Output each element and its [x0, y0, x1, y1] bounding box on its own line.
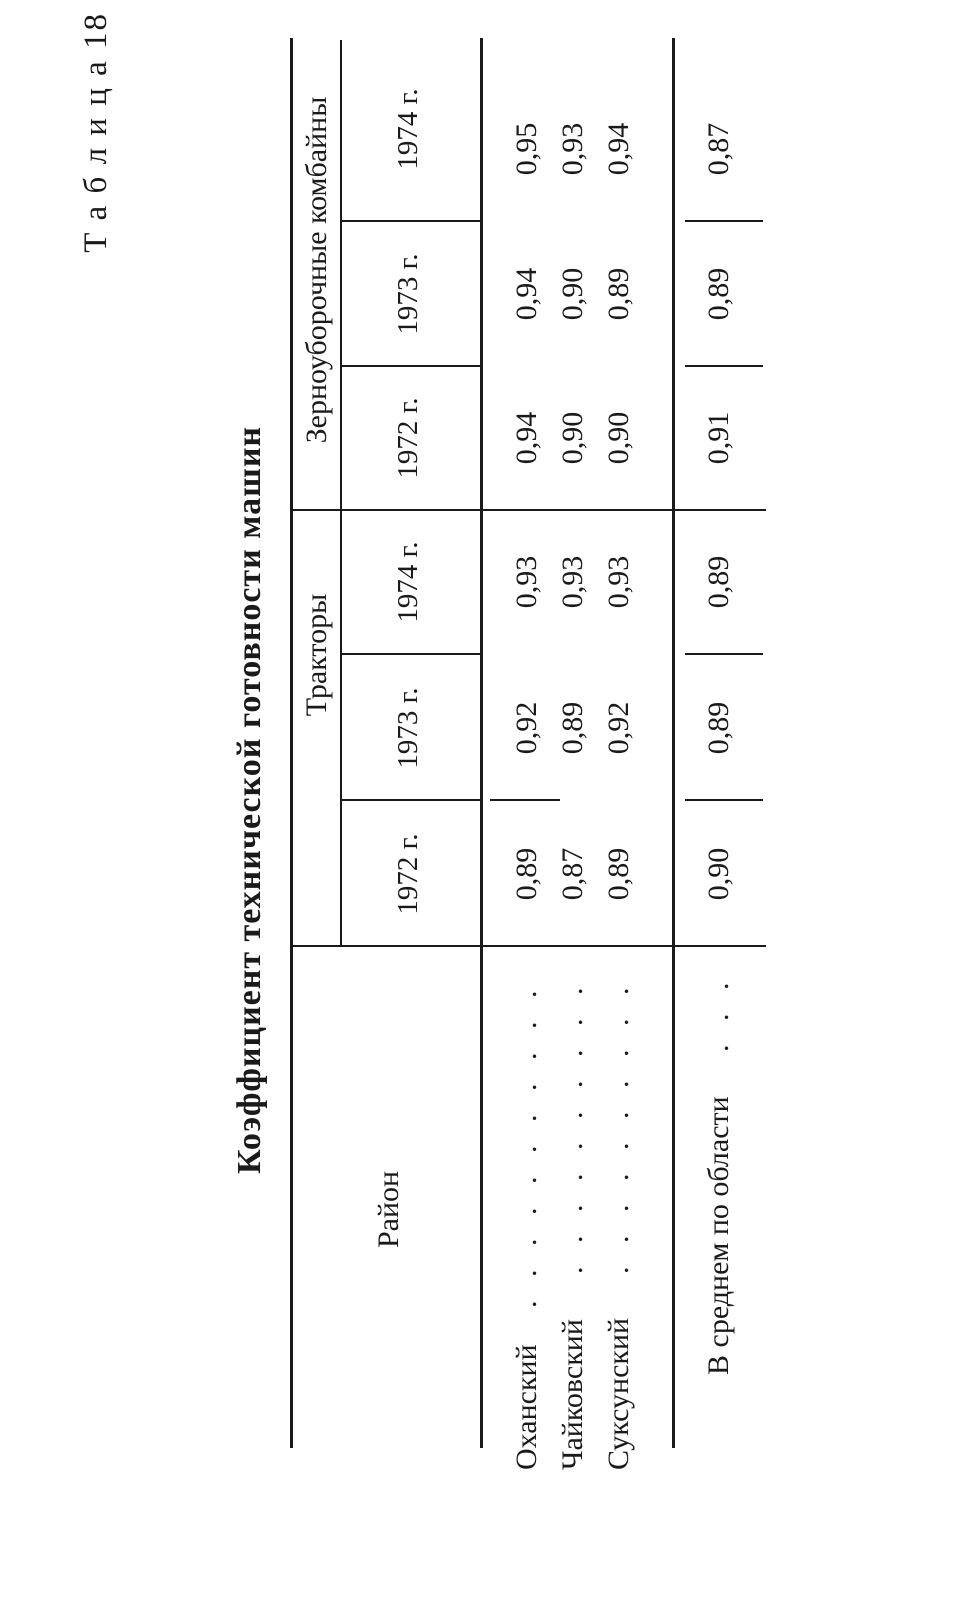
table-cell: 0,95 — [510, 122, 543, 176]
table-cell: 0,89 — [510, 847, 543, 901]
summary-cell: 0,91 — [702, 411, 735, 465]
group-header-combines: Зерноуборочные комбайны — [300, 96, 333, 444]
table-cell: 0,93 — [556, 555, 589, 609]
leader-dots: . . . — [702, 974, 735, 1052]
summary-cell: 0,90 — [702, 847, 735, 901]
year-header: 1973 г. — [392, 687, 424, 769]
table-cell: 0,93 — [556, 122, 589, 176]
row-label: Оханский — [510, 1344, 543, 1470]
table-cell: 0,92 — [602, 701, 635, 755]
summary-cell: 0,89 — [702, 267, 735, 321]
table-cell: 0,94 — [602, 122, 635, 176]
group-header-tractors: Тракторы — [300, 593, 333, 717]
leader-dots: . . . . . . . . . . — [602, 979, 635, 1274]
table-cell: 0,90 — [556, 267, 589, 321]
header-bottom-rule — [480, 38, 483, 1448]
table-cell: 0,90 — [556, 411, 589, 465]
table-cell: 0,89 — [602, 847, 635, 901]
summary-cell: 0,89 — [702, 701, 735, 755]
table-cell: 0,92 — [510, 701, 543, 755]
group-underline — [340, 40, 342, 947]
table-cell: 0,93 — [602, 555, 635, 609]
leader-dots: . . . . . . . . . . . — [510, 982, 543, 1308]
year-header: 1973 г. — [392, 253, 424, 335]
table-number: Т а б л и ц а 18 — [78, 12, 114, 253]
table-cell: 0,87 — [556, 847, 589, 901]
top-rule — [290, 38, 293, 1448]
table-cell: 0,94 — [510, 267, 543, 321]
table-title: Коэффициент технической готовности машин — [231, 425, 268, 1175]
district-header: Район — [372, 1170, 405, 1248]
year-header: 1972 г. — [392, 833, 424, 915]
summary-label: В среднем по области — [702, 1096, 735, 1375]
year-header: 1972 г. — [392, 397, 424, 479]
summary-top-rule — [672, 38, 675, 1448]
row-label: Суксунский — [602, 1317, 635, 1470]
table-cell: 0,90 — [602, 411, 635, 465]
year-header: 1974 г. — [392, 88, 424, 170]
row-label: Чайковский — [556, 1319, 589, 1470]
summary-cell: 0,87 — [702, 122, 735, 176]
year-header: 1974 г. — [392, 541, 424, 623]
table-cell: 0,93 — [510, 555, 543, 609]
leader-dots: . . . . . . . . . . — [556, 979, 589, 1274]
table-cell: 0,89 — [556, 701, 589, 755]
table-cell: 0,94 — [510, 411, 543, 465]
table-cell: 0,89 — [602, 267, 635, 321]
summary-cell: 0,89 — [702, 555, 735, 609]
